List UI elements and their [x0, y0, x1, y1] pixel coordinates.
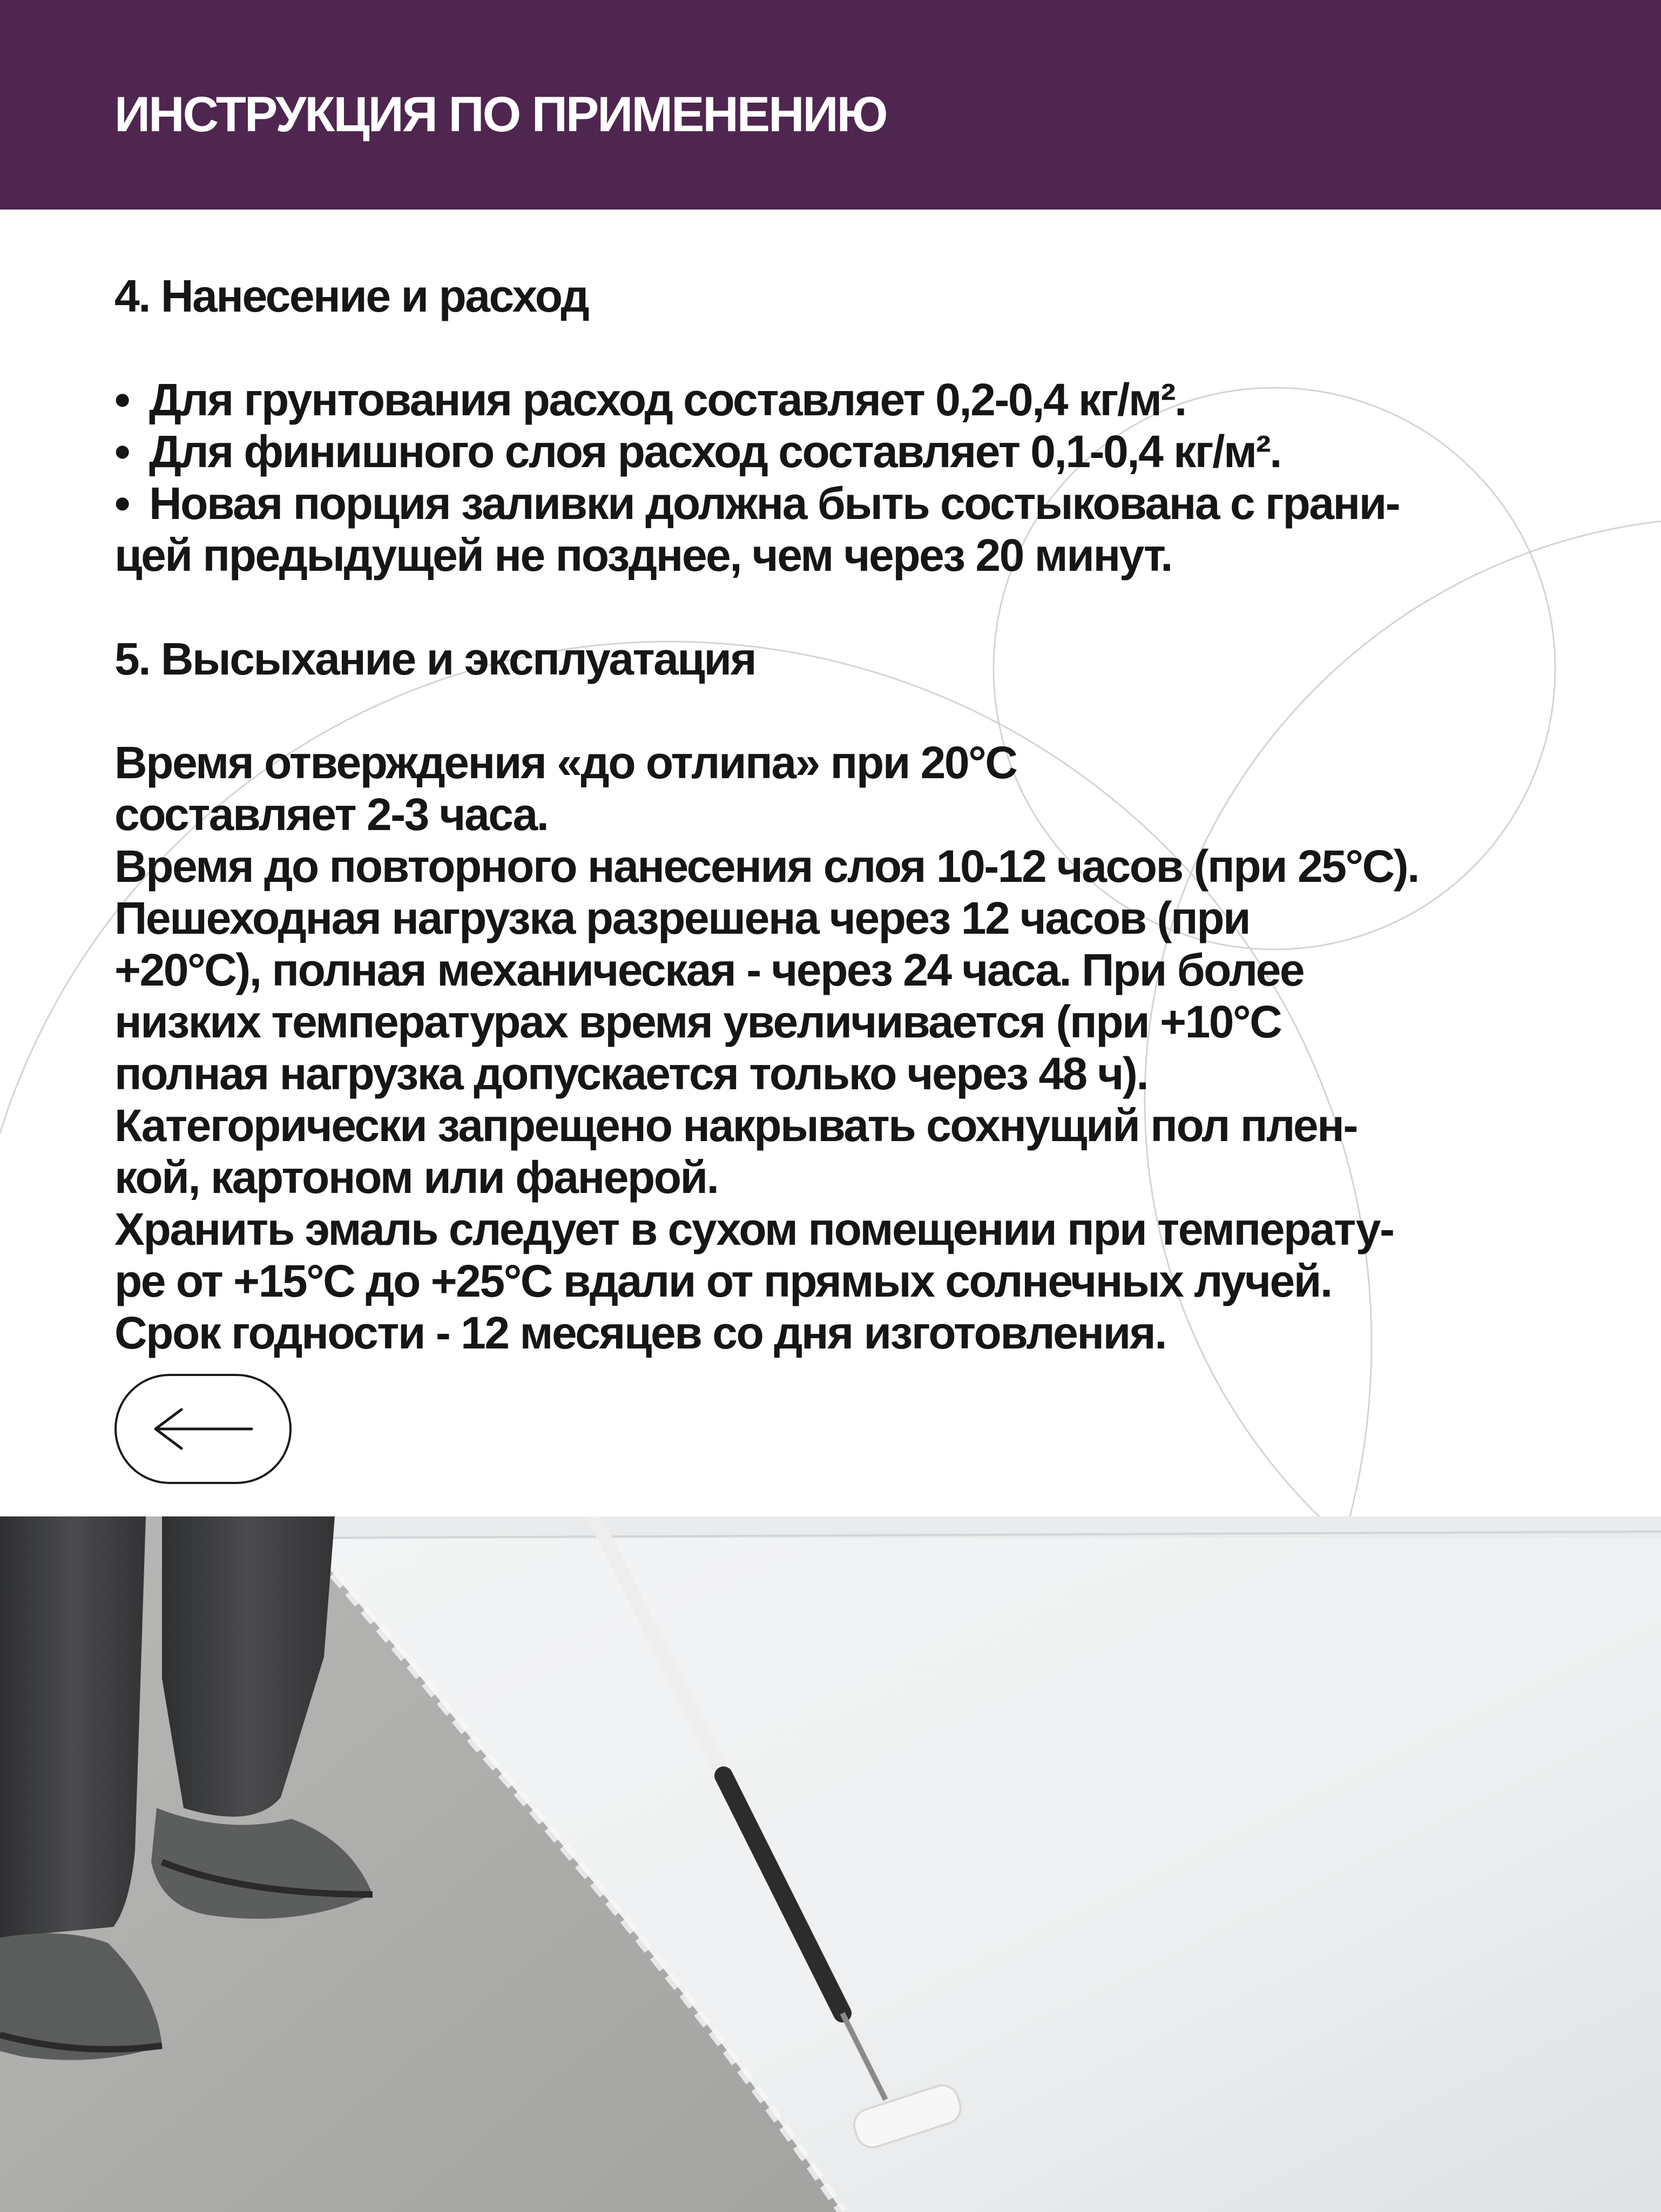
text-line: Категорически запрещено накрывать сохнущий пол плен- — [114, 1100, 1357, 1151]
list-item-continuation: цей предыдущей не позднее, чем через 20 минут. — [114, 530, 1172, 581]
list-item: • Для финишного слоя расход составляет 0,1-0,4 кг/м². — [114, 426, 1281, 477]
text-line: Время до повторного нанесения слоя 10-12 часов (при 25°С). — [114, 841, 1419, 892]
instructions-text — [114, 270, 1616, 1359]
list-item: • Для грунтования расход составляет 0,2-0,4 кг/м². — [114, 374, 1186, 425]
worker-rolling-floor-paint-photo — [0, 1516, 1661, 2212]
text-line: +20°С), полная механическая - через 24 часа. При более — [114, 945, 1304, 995]
text-line: низких температурах время увеличивается (при +10°С — [114, 996, 1281, 1047]
page-title: ИНСТРУКЦИЯ ПО ПРИМЕНЕНИЮ — [114, 87, 887, 142]
arrow-left-icon — [149, 1407, 257, 1451]
text-line: Срок годности - 12 месяцев со дня изготовления. — [114, 1307, 1166, 1358]
page-header — [0, 0, 1661, 210]
text-line: Хранить эмаль следует в сухом помещении при температу- — [114, 1204, 1394, 1255]
floor-painting-photo — [0, 1516, 1661, 2212]
bullet-icon: • — [114, 478, 129, 529]
section-5-heading: 5. Высыхание и эксплуатация — [114, 633, 756, 684]
list-item: • Новая порция заливки должна быть состыкована с грани- — [114, 478, 1400, 529]
section-4-heading: 4. Нанесение и расход — [114, 271, 589, 321]
bullet-icon: • — [114, 374, 129, 425]
text-line: Пешеходная нагрузка разрешена через 12 часов (при — [114, 893, 1250, 943]
bullet-icon: • — [114, 426, 129, 477]
back-button[interactable] — [114, 1374, 292, 1484]
text-line: составляет 2-3 часа. — [114, 789, 548, 840]
text-line: кой, картоном или фанерой. — [114, 1152, 718, 1203]
text-line: ре от +15°С до +25°С вдали от прямых солнечных лучей. — [114, 1256, 1332, 1306]
text-line: Время отверждения «до отлипа» при 20°С — [114, 737, 1017, 788]
text-line: полная нагрузка допускается только через 48 ч). — [114, 1048, 1148, 1099]
